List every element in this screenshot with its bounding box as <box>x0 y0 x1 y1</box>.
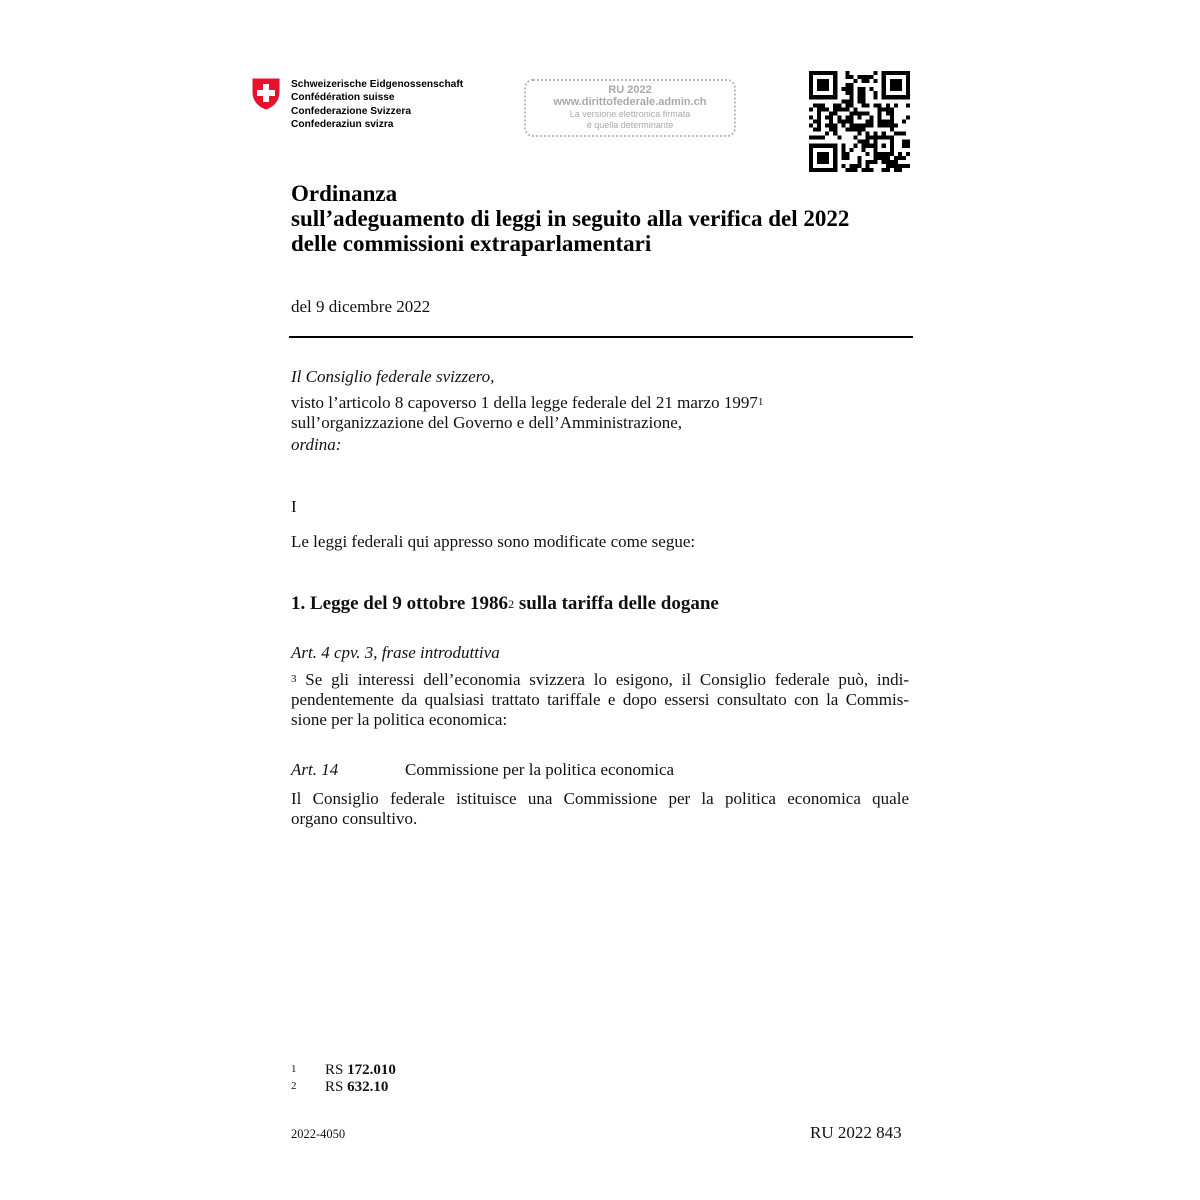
qr-code-icon <box>809 71 910 172</box>
law-heading: 1. Legge del 9 ottobre 1986$^2$ sulla tariffa delle dogane <box>291 593 719 614</box>
footnote-ref-2[interactable]: 2 <box>508 597 515 611</box>
stamp-ref: RU 2022 <box>608 84 652 96</box>
title-divider <box>289 336 913 338</box>
confederation-wordmark <box>291 78 463 132</box>
confederation-line-fr: Confédération suisse <box>291 92 395 104</box>
article-4-line-1: $^3$ Se gli interessi dell’economia svizzera lo esigono, il Consiglio federale può, indi- <box>291 670 909 689</box>
title-line-1: Ordinanza <box>291 181 398 206</box>
article-14-line-1: Il Consiglio federale istituisce una Commissione per la politica economica quale <box>291 789 909 808</box>
footnote-1-number: 1 <box>291 1063 297 1075</box>
section-number: I <box>291 497 297 516</box>
page-reference: RU 2022 843 <box>810 1123 902 1142</box>
article-14-name: Commissione per la politica economica <box>405 760 675 779</box>
title-line-3: delle commissioni extraparlamentari <box>291 231 652 256</box>
article-4-line-3: sione per la politica economica: <box>291 710 508 729</box>
preamble <box>291 367 763 455</box>
footnote-ref-1[interactable]: 1 <box>757 396 764 408</box>
article-4-title: Art. 4 cpv. 3, frase introduttiva <box>291 643 500 662</box>
article-4-paragraph <box>291 670 909 730</box>
confederation-line-rm: Confederaziun svizra <box>291 119 394 131</box>
confederation-line-de: Schweizerische Eidgenossenschaft <box>291 79 464 90</box>
article-14-paragraph <box>291 789 909 829</box>
footnote-1-link[interactable]: 172.010 <box>347 1062 396 1078</box>
confederation-line-it: Confederazione Svizzera <box>291 105 412 117</box>
document-title <box>291 181 849 256</box>
stamp-note-2: è quella determinante <box>586 120 674 130</box>
publication-stamp <box>524 79 736 137</box>
paragraph-number: 3 <box>291 673 297 685</box>
stamp-note-1: La versione elettronica firmata <box>569 109 691 119</box>
footnote-2: 2 RS 632.10 <box>291 1079 389 1095</box>
footnote-2-link[interactable]: 632.10 <box>347 1079 389 1095</box>
preamble-basis-2: sull’organizzazione del Governo e dell’Amministrazione, <box>291 413 683 432</box>
footnote-1: 1 RS 172.010 <box>291 1062 396 1078</box>
article-4-line-2: pendentemente da qualsiasi trattato tariffale e dopo essersi consultato con la Commis- <box>291 690 909 709</box>
document-date: del 9 dicembre 2022 <box>291 297 431 316</box>
stamp-url: www.dirittofederale.admin.ch <box>553 96 707 108</box>
section-intro: Le leggi federali qui appresso sono modificate come segue: <box>291 532 696 551</box>
document-code: 2022-4050 <box>291 1127 346 1141</box>
swiss-crest-icon <box>251 77 281 111</box>
title-line-2: sull’adeguamento di leggi in seguito alla verifica del 2022 <box>291 206 850 231</box>
footnote-2-number: 2 <box>291 1080 297 1092</box>
preamble-authority: Il Consiglio federale svizzero, <box>291 367 495 386</box>
article-14-label: Art. 14 <box>291 760 339 779</box>
preamble-ordina: ordina: <box>291 435 342 454</box>
article-14-line-2: organo consultivo. <box>291 809 418 828</box>
preamble-basis-1: visto l’articolo 8 capoverso 1 della legge federale del 21 marzo 1997$^1$ <box>291 393 764 412</box>
